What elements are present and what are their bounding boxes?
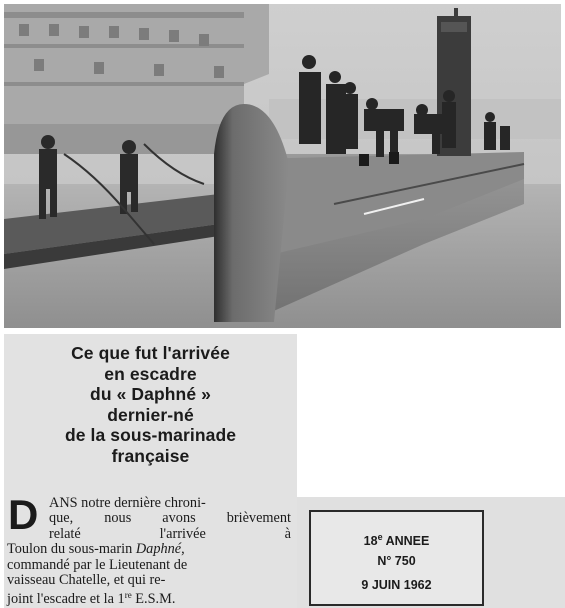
submarine-photo <box>4 4 561 328</box>
article-headline <box>4 334 297 466</box>
body-text-run: Toulon du sous-marin <box>7 541 136 558</box>
superscript: re <box>124 590 132 601</box>
article-column <box>4 334 297 608</box>
stamp-year <box>311 525 482 549</box>
body-line <box>7 588 291 608</box>
stamp-date: 9 JUIN 1962 <box>361 578 432 592</box>
issue-stamp-area <box>297 497 565 608</box>
body-word: avons <box>162 510 196 527</box>
headline-line: du « Daphné » <box>90 384 211 404</box>
issue-stamp <box>309 510 484 606</box>
body-word: relaté <box>49 525 81 542</box>
body-text-run: , <box>181 541 185 558</box>
body-word: brièvement <box>226 510 291 527</box>
body-line: vaisseau Chatelle, et qui re- <box>7 571 166 588</box>
body-line: commandé par le Lieutenant de <box>7 556 188 573</box>
body-line <box>7 527 291 542</box>
headline-line: en escadre <box>104 363 197 384</box>
submarine-name: Daphné <box>135 541 182 558</box>
body-word: que, <box>49 510 74 527</box>
body-word: nous <box>104 510 132 527</box>
body-line: ANS notre dernière chroni- <box>49 495 206 511</box>
stamp-issue-number: N° 750 <box>377 554 416 568</box>
body-word: à <box>284 525 291 542</box>
headline-line: Ce que fut l'arrivée <box>71 343 230 363</box>
headline-line: française <box>111 445 190 466</box>
body-word: l'arrivée <box>159 525 206 542</box>
superscript: e <box>377 532 383 542</box>
body-text-run: E.S.M. <box>131 591 176 608</box>
article-body <box>7 491 291 608</box>
stamp-year-label: ANNEE <box>382 534 430 548</box>
submarine-photo-illustration <box>4 4 561 328</box>
body-text-run: joint l'escadre et la 1 <box>7 591 125 608</box>
body-line <box>7 511 291 526</box>
stamp-year-number: 18 <box>363 534 378 548</box>
drop-cap: D <box>8 491 39 538</box>
headline-line: de la sous-marinade <box>64 425 237 445</box>
body-line <box>7 542 291 557</box>
headline-line: dernier-né <box>107 404 194 425</box>
